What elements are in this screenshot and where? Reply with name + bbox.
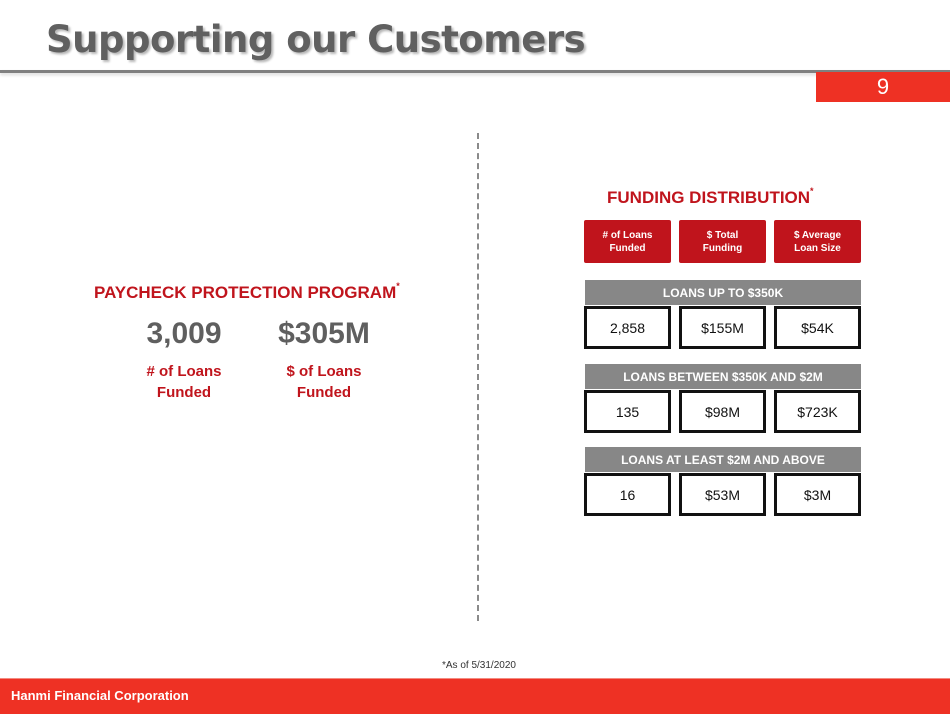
group1-total-funding: $155M bbox=[679, 306, 766, 349]
footer-bar bbox=[0, 678, 950, 714]
column-header-line1: $ Average bbox=[793, 229, 842, 241]
column-header-line2: Funded bbox=[609, 242, 646, 254]
section-divider bbox=[477, 133, 479, 621]
group-band-350k-to-2m: LOANS BETWEEN $350K AND $2M bbox=[585, 364, 861, 389]
ppp-title-text: PAYCHECK PROTECTION PROGRAM bbox=[94, 283, 397, 302]
column-header-average-loan-size bbox=[774, 220, 861, 263]
group-band-up-to-350k: LOANS UP TO $350K bbox=[585, 280, 861, 305]
ppp-loans-amount-label bbox=[264, 361, 384, 403]
ppp-loans-amount-label-line2: Funded bbox=[296, 384, 352, 401]
footnote: *As of 5/31/2020 bbox=[442, 660, 516, 671]
ppp-loans-count-label-line2: Funded bbox=[156, 384, 212, 401]
group-band-2m-and-above: LOANS AT LEAST $2M AND ABOVE bbox=[585, 447, 861, 472]
ppp-loans-amount-label-line1: $ of Loans bbox=[286, 363, 362, 380]
column-header-loans-funded bbox=[584, 220, 671, 263]
column-header-line2: Loan Size bbox=[794, 242, 841, 254]
page-number: 9 bbox=[816, 72, 950, 102]
column-header-line1: $ Total bbox=[706, 229, 739, 241]
group3-total-funding: $53M bbox=[679, 473, 766, 516]
group2-average-loan-size: $723K bbox=[774, 390, 861, 433]
column-header-line1: # of Loans bbox=[602, 229, 653, 241]
ppp-loans-count-label-line1: # of Loans bbox=[146, 363, 222, 380]
funding-distribution-title-text: FUNDING DISTRIBUTION bbox=[607, 188, 811, 207]
column-header-line2: Funding bbox=[702, 242, 743, 254]
group3-loans-funded: 16 bbox=[584, 473, 671, 516]
group1-average-loan-size: $54K bbox=[774, 306, 861, 349]
ppp-loans-count: 3,009 bbox=[146, 317, 222, 350]
group2-loans-funded: 135 bbox=[584, 390, 671, 433]
company-name: Hanmi Financial Corporation bbox=[11, 688, 189, 703]
funding-distribution-asterisk: * bbox=[810, 186, 814, 196]
group3-average-loan-size: $3M bbox=[774, 473, 861, 516]
ppp-title bbox=[94, 283, 400, 303]
page-title: Supporting our Customers bbox=[46, 18, 586, 61]
title-rule bbox=[0, 70, 950, 73]
ppp-loans-amount: $305M bbox=[278, 317, 370, 350]
ppp-title-asterisk: * bbox=[396, 281, 400, 291]
funding-distribution-title bbox=[607, 188, 814, 208]
group2-total-funding: $98M bbox=[679, 390, 766, 433]
column-header-total-funding bbox=[679, 220, 766, 263]
group1-loans-funded: 2,858 bbox=[584, 306, 671, 349]
ppp-loans-count-label bbox=[124, 361, 244, 403]
